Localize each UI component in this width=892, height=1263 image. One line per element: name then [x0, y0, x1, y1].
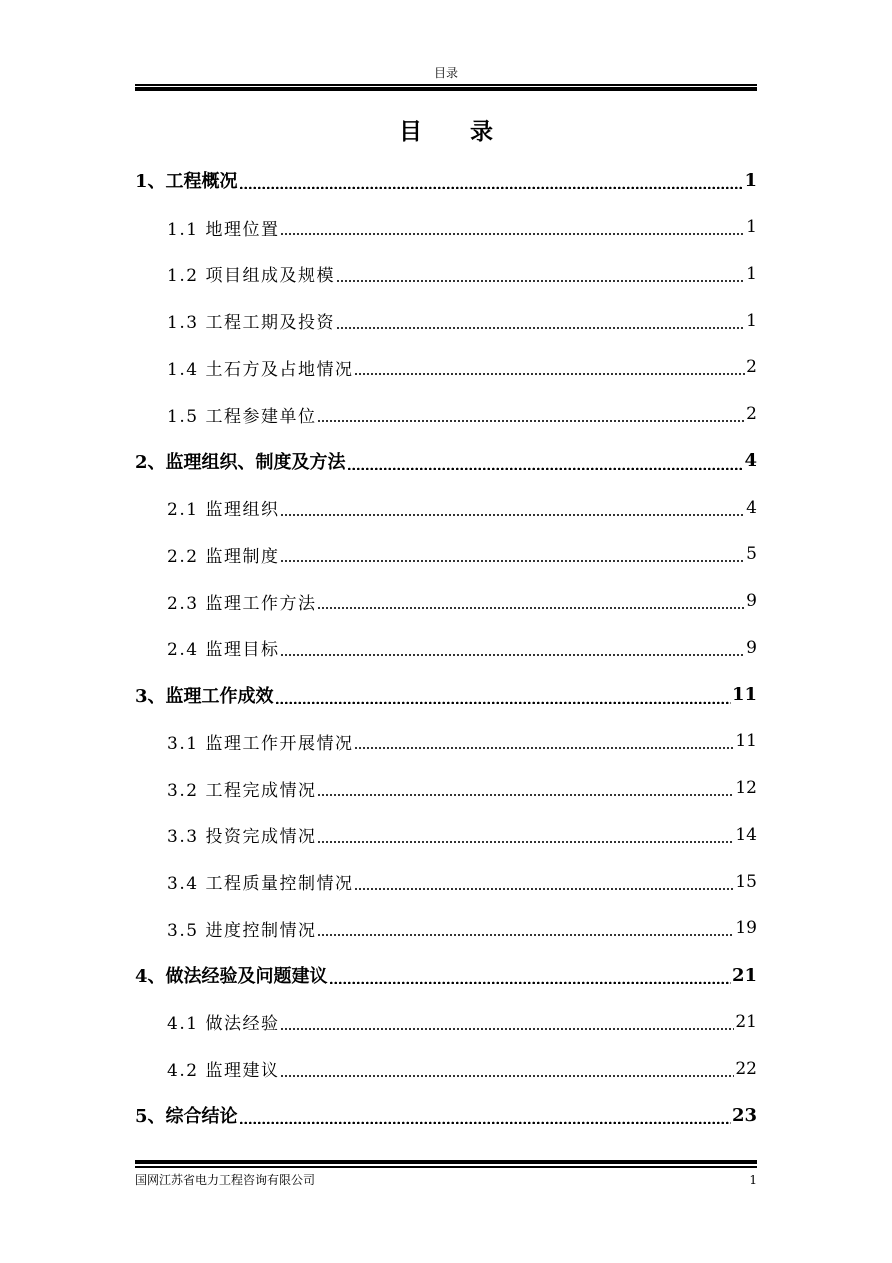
toc-entry-label: 4.1 做法经验 [167, 1009, 279, 1034]
toc-section-entry[interactable] [135, 204, 757, 251]
toc-entry-label: 1.3 工程工期及投资 [167, 308, 335, 333]
running-header-title: 目录 [433, 66, 458, 80]
footer-rule-thick [135, 1160, 757, 1164]
toc-entry-page-number: 1 [744, 169, 757, 191]
toc-entry-page-number: 1 [746, 310, 757, 331]
toc-dot-leader [354, 732, 734, 750]
toc-entry-label: 2.3 监理工作方法 [167, 589, 316, 614]
table-of-contents [135, 157, 757, 1139]
toc-entry-label: 1、工程概况 [135, 167, 238, 193]
toc-entry-page-number: 2 [746, 357, 757, 378]
toc-section-entry[interactable] [135, 578, 757, 625]
toc-chapter-entry[interactable] [135, 1092, 757, 1139]
toc-dot-leader [336, 312, 745, 330]
toc-entry-label: 3、监理工作成效 [135, 682, 274, 708]
toc-dot-leader [317, 826, 734, 844]
footer-company: 国网江苏省电力工程咨询有限公司 [135, 1173, 316, 1187]
toc-dot-leader [280, 1013, 734, 1031]
toc-section-entry[interactable] [135, 1045, 757, 1092]
toc-entry-label: 2.4 监理目标 [167, 635, 279, 660]
toc-section-entry[interactable] [135, 905, 757, 952]
toc-entry-label: 3.1 监理工作开展情况 [167, 729, 353, 754]
toc-dot-leader [317, 779, 734, 797]
toc-dot-leader [280, 1060, 734, 1078]
toc-entry-label: 4.2 监理建议 [167, 1056, 279, 1081]
toc-title: 目 录 [398, 118, 513, 145]
toc-entry-label: 2.2 监理制度 [167, 542, 279, 567]
toc-dot-leader [317, 592, 745, 610]
toc-section-entry[interactable] [135, 251, 757, 298]
toc-section-entry[interactable] [135, 391, 757, 438]
toc-section-entry[interactable] [135, 297, 757, 344]
footer-page-number: 1 [749, 1173, 757, 1187]
toc-entry-label: 3.5 进度控制情况 [167, 916, 316, 941]
toc-dot-leader [354, 358, 745, 376]
toc-section-entry[interactable] [135, 858, 757, 905]
toc-section-entry[interactable] [135, 812, 757, 859]
toc-entry-label: 1.1 地理位置 [167, 215, 279, 240]
toc-entry-page-number: 5 [746, 544, 757, 565]
toc-entry-label: 2、监理组织、制度及方法 [135, 448, 346, 474]
toc-entry-label: 1.5 工程参建单位 [167, 402, 316, 427]
toc-dot-leader [347, 452, 744, 470]
toc-entry-label: 2.1 监理组织 [167, 495, 279, 520]
toc-entry-label: 1.4 土石方及占地情况 [167, 355, 353, 380]
toc-chapter-entry[interactable] [135, 157, 757, 204]
toc-entry-page-number: 1 [746, 217, 757, 238]
toc-entry-page-number: 2 [746, 404, 757, 425]
toc-entry-label: 3.3 投资完成情况 [167, 822, 316, 847]
toc-entry-page-number: 4 [744, 450, 757, 472]
toc-chapter-entry[interactable] [135, 952, 757, 999]
toc-entry-page-number: 14 [735, 824, 757, 845]
header-rule-thin [135, 84, 757, 86]
toc-section-entry[interactable] [135, 765, 757, 812]
toc-entry-label: 5、综合结论 [135, 1102, 238, 1128]
toc-entry-page-number: 15 [735, 871, 757, 892]
toc-dot-leader [280, 639, 745, 657]
toc-dot-leader [317, 919, 734, 937]
header-rule-thick [135, 87, 757, 91]
toc-entry-page-number: 9 [746, 637, 757, 658]
toc-dot-leader [239, 171, 744, 189]
footer-rule-thin [135, 1166, 757, 1168]
toc-dot-leader [317, 405, 745, 423]
toc-entry-label: 1.2 项目组成及规模 [167, 261, 335, 286]
toc-entry-page-number: 21 [731, 964, 757, 986]
toc-section-entry[interactable] [135, 484, 757, 531]
toc-chapter-entry[interactable] [135, 671, 757, 718]
toc-entry-page-number: 11 [735, 731, 757, 752]
toc-entry-page-number: 11 [731, 684, 757, 706]
toc-entry-page-number: 4 [746, 497, 757, 518]
toc-dot-leader [275, 686, 731, 704]
toc-entry-page-number: 12 [735, 778, 757, 799]
toc-entry-page-number: 21 [735, 1011, 757, 1032]
toc-entry-label: 3.4 工程质量控制情况 [167, 869, 353, 894]
toc-section-entry[interactable] [135, 999, 757, 1046]
toc-section-entry[interactable] [135, 718, 757, 765]
toc-entry-page-number: 19 [735, 918, 757, 939]
toc-dot-leader [329, 966, 731, 984]
toc-entry-page-number: 9 [746, 591, 757, 612]
toc-dot-leader [354, 873, 734, 891]
toc-entry-page-number: 1 [746, 263, 757, 284]
toc-section-entry[interactable] [135, 531, 757, 578]
toc-dot-leader [336, 265, 745, 283]
toc-entry-page-number: 23 [731, 1104, 757, 1126]
toc-dot-leader [280, 218, 745, 236]
toc-dot-leader [239, 1106, 731, 1124]
toc-chapter-entry[interactable] [135, 438, 757, 485]
toc-entry-label: 3.2 工程完成情况 [167, 776, 316, 801]
toc-entry-label: 4、做法经验及问题建议 [135, 962, 328, 988]
toc-entry-page-number: 22 [735, 1058, 757, 1079]
toc-section-entry[interactable] [135, 625, 757, 672]
toc-dot-leader [280, 545, 745, 563]
toc-dot-leader [280, 499, 745, 517]
toc-section-entry[interactable] [135, 344, 757, 391]
